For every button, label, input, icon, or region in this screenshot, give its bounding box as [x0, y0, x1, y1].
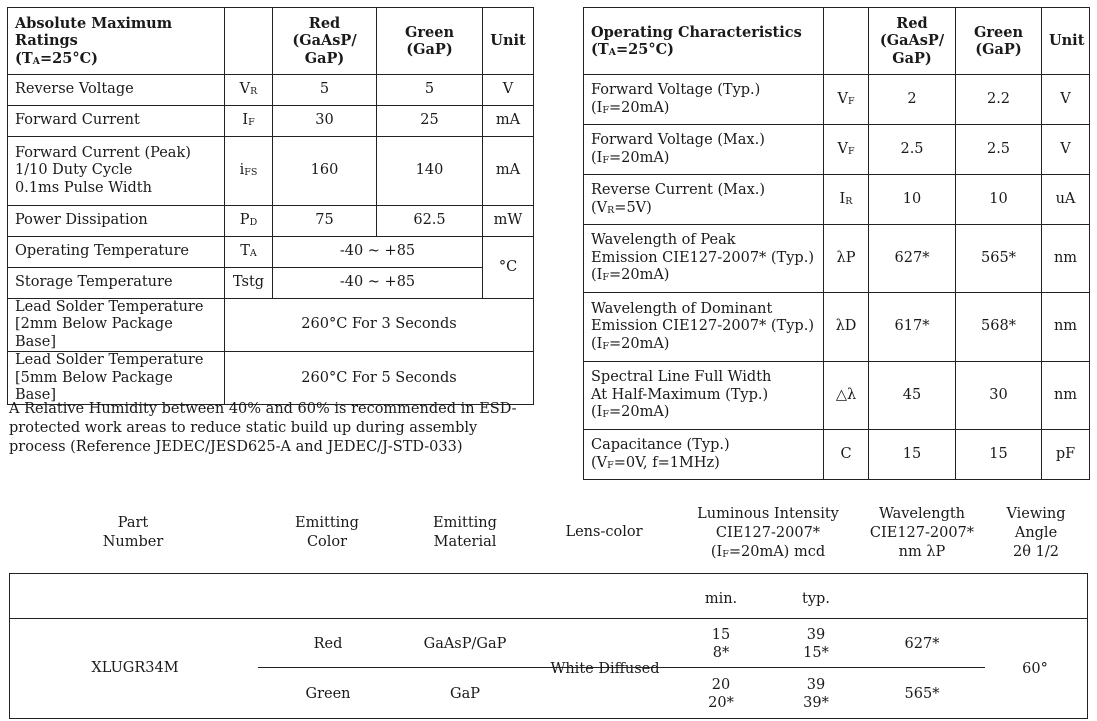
- header-viewing-angle: Viewing Angle 2θ 1/2: [1006, 506, 1066, 560]
- op-col-unit: Unit: [1042, 8, 1090, 75]
- header-lens-color: Lens-color: [565, 524, 643, 540]
- table-row: Reverse Current (Max.) $(V_R=5V)$ $I_R$ 10 10 uA: [584, 175, 1090, 225]
- header-part-number: Part Number: [102, 515, 164, 550]
- absolute-maximum-ratings-table: [7, 7, 534, 405]
- table-row: Reverse Voltage $V_R$ 5 5 V: [8, 75, 534, 106]
- table-row: Lead Solder Temperature [2mm Below Package Base] 260°C For 3 Seconds: [8, 299, 534, 352]
- part-number: XLUGR34M: [91, 660, 179, 676]
- typ-label: typ.: [802, 591, 830, 607]
- row-green-material: GaP: [450, 686, 480, 702]
- row-green-color: Green: [305, 686, 351, 702]
- table-row: Power Dissipation $P_D$ 75 62.5 mW: [8, 206, 534, 237]
- op-col-green: Green (GaP): [956, 8, 1042, 75]
- humidity-note: A Relative Humidity between 40% and 60% is recommended in ESD-protected work areas to reduce static build up during assembly process (Reference JEDEC/JESD625-A and JEDEC/J-STD-033): [9, 401, 517, 455]
- table-row: Wavelength of Dominant Emission CIE127-2007* (Typ.) $(I_F=20mA)$ λD 617* 568* nm: [584, 293, 1090, 362]
- row-red-material: GaAsP/GaP: [423, 636, 507, 652]
- table-row: Forward Voltage (Typ.) $(I_F=20mA)$ $V_F$ 2 2.2 V: [584, 75, 1090, 125]
- header-emitting-color: Emitting Color: [295, 515, 359, 550]
- table-row: Forward Voltage (Max.) $(I_F=20mA)$ $V_F$ 2.5 2.5 V: [584, 125, 1090, 175]
- operating-characteristics-table: [583, 7, 1090, 480]
- part-number-table: [9, 573, 1088, 719]
- abs-col-green: Green (GaP): [377, 8, 483, 75]
- header-wavelength: Wavelength CIE127-2007* nm λP: [869, 506, 975, 560]
- table-row: Capacitance (Typ.) ($V_F=0V$, f=1MHz) C 15 15 pF: [584, 430, 1090, 480]
- table-row: Forward Current (Peak) 1/10 Duty Cycle 0.1ms Pulse Width $i_{FS}$ 160 140 mA: [8, 137, 534, 206]
- abs-col-red: Red (GaAsP/ GaP): [273, 8, 377, 75]
- op-title: Operating Characteristics $(T_A=25^\circ C)$: [584, 8, 824, 75]
- abs-col-unit: Unit: [483, 8, 534, 75]
- op-col-red: Red (GaAsP/ GaP): [869, 8, 956, 75]
- row-red-color: Red: [313, 636, 343, 652]
- table-row: Lead Solder Temperature [5mm Below Package Base] 260°C For 5 Seconds: [8, 352, 534, 405]
- table-row: Storage Temperature Tstg -40 ~ +85: [8, 268, 534, 299]
- table-row: Wavelength of Peak Emission CIE127-2007* (Typ.) $(I_F=20mA)$ λP 627* 565* nm: [584, 225, 1090, 293]
- row-green-typ: 39 39*: [803, 677, 829, 711]
- table-row: Operating Temperature $T_A$ -40 ~ +85 °C: [8, 237, 534, 268]
- table-row: Spectral Line Full Width At Half-Maximum (Typ.) $(I_F=20mA)$ △λ 45 30 nm: [584, 362, 1090, 430]
- row-green-wave: 565*: [904, 686, 940, 702]
- row-green-min: 20 20*: [708, 677, 734, 711]
- table-row: Forward Current $I_F$ 30 25 mA: [8, 106, 534, 137]
- min-label: min.: [704, 591, 738, 607]
- viewing-angle: 60°: [1022, 661, 1048, 677]
- lens-color: White Diffused: [550, 661, 660, 677]
- row-red-typ: 39 15*: [803, 627, 829, 661]
- abs-title: Absolute Maximum Ratings $(T_A=25^\circ C)$: [8, 8, 225, 75]
- header-luminous-intensity: Luminous Intensity CIE127-2007* $(I_F=20mA)$ mcd: [697, 506, 839, 560]
- row-red-wave: 627*: [904, 636, 940, 652]
- header-emitting-material: Emitting Material: [433, 515, 497, 550]
- row-red-min: 15 8*: [711, 627, 731, 661]
